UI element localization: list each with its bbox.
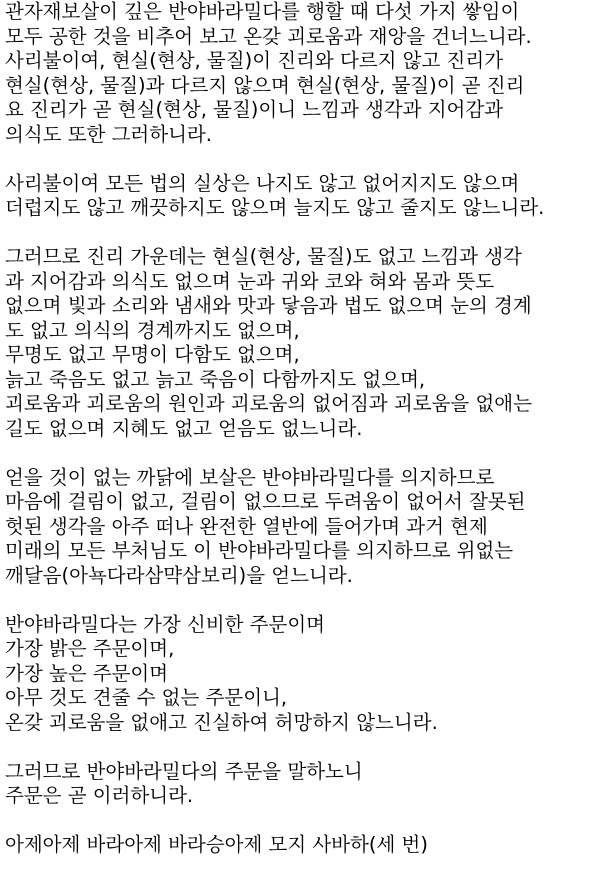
text-line: 헛된 생각을 아주 떠나 완전한 열반에 들어가며 과거 현제 — [5, 514, 488, 538]
paragraph-gap — [5, 588, 605, 613]
text-line: 길도 없으며 지혜도 없고 얻음도 없느니라. — [5, 416, 363, 440]
text-line: 온갖 괴로움을 없애고 진실하여 허망하지 않느니라. — [5, 710, 438, 734]
text-line: 그러므로 반야바라밀다의 주문을 말하노니 — [5, 759, 363, 783]
text-line: 주문은 곧 이러하니라. — [5, 784, 194, 807]
text-line: 도 없고 의식의 경계까지도 없으며, — [5, 318, 300, 342]
text-line: 사리불이여, 현실(현상, 물질)이 진리와 다르지 않고 진리가 — [5, 49, 504, 72]
paragraph-gap — [5, 147, 605, 172]
paragraph-gap — [5, 221, 605, 246]
text-line: 아무 것도 견줄 수 없는 주문이니, — [5, 686, 288, 709]
paragraph-3 — [5, 245, 605, 441]
text-line: 얻을 것이 없는 까닭에 보살은 반야바라밀다를 의지하므로 — [5, 465, 495, 489]
text-line: 괴로움과 괴로움의 원인과 괴로움의 없어짐과 괴로움을 없애는 — [5, 392, 532, 415]
text-line: 과 지어감과 의식도 없으며 눈과 귀와 코와 혀와 몸과 뜻도 — [5, 269, 495, 293]
text-line: 모두 공한 것을 비추어 보고 온갖 괴로움과 재앙을 건너느니라. — [5, 24, 532, 48]
paragraph-1 — [5, 0, 605, 147]
paragraph-gap — [5, 441, 605, 466]
text-line: 미래의 모든 부처님도 이 반야바라밀다를 의지하므로 위없는 — [5, 539, 514, 562]
paragraph-6 — [5, 760, 605, 809]
text-line: 없으며 빛과 소리와 냄새와 맛과 닿음과 법도 없으며 눈의 경계 — [5, 294, 532, 317]
paragraph-gap — [5, 735, 605, 760]
text-line: 무명도 없고 무명이 다함도 없으며, — [5, 343, 300, 366]
paragraph-5 — [5, 613, 605, 736]
paragraph-2 — [5, 172, 605, 221]
text-line: 반야바라밀다는 가장 신비한 주문이며 — [5, 612, 325, 636]
paragraph-gap — [5, 809, 605, 834]
text-line: 마음에 걸림이 없고, 걸림이 없으므로 두려움이 없어서 잘못된 — [5, 490, 526, 513]
text-line: 더럽지도 않고 깨끗하지도 않으며 늘지도 않고 줄지도 않느니라. — [5, 196, 545, 219]
text-line: 요 진리가 곧 현실(현상, 물질)이니 느낌과 생각과 지어감과 — [5, 98, 504, 121]
paragraph-7 — [5, 833, 605, 858]
text-line: 깨달음(아뇩다라삼먁삼보리)을 얻느니라. — [5, 563, 353, 587]
text-line: 현실(현상, 물질)과 다르지 않으며 현실(현상, 물질)이 곧 진리 — [5, 73, 525, 97]
text-line: 그러므로 진리 가운데는 현실(현상, 물질)도 없고 느낌과 생각 — [5, 245, 522, 268]
mantra-line: 아제아제 바라아제 바라승아제 모지 사바하(세 번) — [5, 833, 428, 856]
sutra-document — [5, 0, 605, 858]
text-line: 관자재보살이 깊은 반야바라밀다를 행할 때 다섯 가지 쌓임이 — [5, 0, 520, 23]
text-line: 의식도 또한 그러하니라. — [5, 122, 212, 146]
text-line: 늙고 죽음도 없고 늙고 죽음이 다함까지도 없으며, — [5, 367, 426, 391]
text-line: 사리불이여 모든 법의 실상은 나지도 않고 없어지지도 않으며 — [5, 171, 520, 195]
text-line: 가장 밝은 주문이며, — [5, 637, 175, 660]
text-line: 가장 높은 주문이며 — [5, 661, 169, 685]
paragraph-4 — [5, 466, 605, 589]
